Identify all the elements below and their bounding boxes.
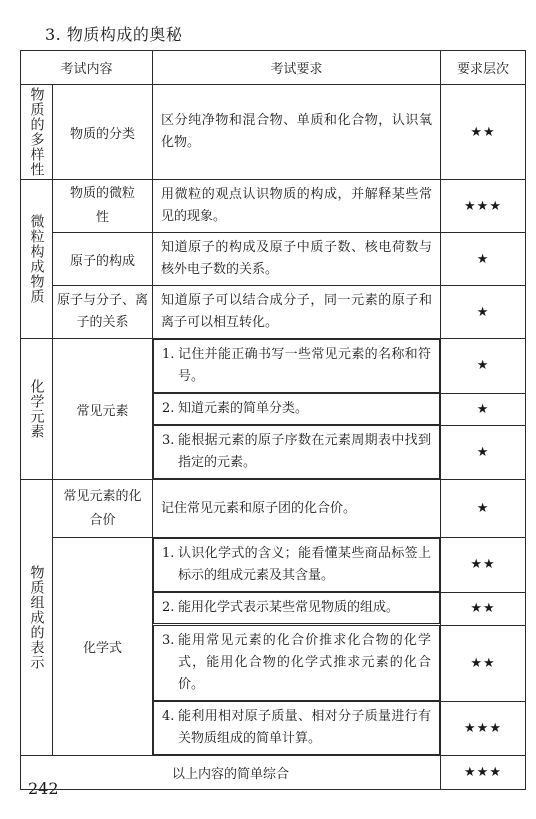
requirement-cell: 知道原子可以结合成分子，同一元素的原子和离子可以相互转化。 xyxy=(153,286,441,339)
level-cell: ★ xyxy=(441,233,526,286)
requirement-text: 能根据元素的原子序数在元素周期表中找到指定的元素。 xyxy=(178,433,432,470)
group-label: 化学元素 xyxy=(28,379,45,439)
requirement-cell: 区分纯净物和混合物、单质和化合物，认识氧化物。 xyxy=(153,85,441,180)
requirement-text: 能用化学式表示某些常见物质的组成。 xyxy=(178,600,400,615)
table-row xyxy=(21,339,526,394)
level-cell: ★ xyxy=(441,393,526,425)
table-row xyxy=(21,180,526,233)
requirement-cell xyxy=(153,393,440,425)
item-number: 1. xyxy=(162,546,175,561)
requirement-text: 知道元素的简单分类。 xyxy=(178,401,309,416)
requirement-text: 能用常见元素的化合价推求化合物的化学式，能用化合物的化学式推求元素的化合价。 xyxy=(178,633,432,692)
level-cell: ★ xyxy=(441,339,526,394)
group-label-cell xyxy=(21,85,53,180)
requirement-cell xyxy=(153,425,440,479)
requirement-cell xyxy=(153,339,440,393)
item-number: 3. xyxy=(162,433,175,448)
table-row xyxy=(21,480,526,538)
requirement-cell xyxy=(153,592,440,624)
topic-cell: 原子的构成 xyxy=(53,233,153,286)
requirement-cell: 用微粒的观点认识物质的构成，并解释某些常见的现象。 xyxy=(153,180,441,233)
item-number: 2. xyxy=(162,401,175,416)
topic-cell: 物质的微粒性 xyxy=(53,180,153,233)
item-number: 2. xyxy=(162,600,175,615)
group-label-cell xyxy=(21,480,53,756)
item-number: 3. xyxy=(162,633,175,648)
summary-text: 以上内容的简单综合 xyxy=(21,756,441,790)
group-label: 物质的多样性 xyxy=(28,87,45,177)
table-row xyxy=(21,233,526,286)
level-cell: ★★ xyxy=(441,538,526,593)
level-cell: ★★ xyxy=(441,625,526,701)
level-cell: ★★★ xyxy=(441,701,526,756)
requirement-cell xyxy=(153,625,440,701)
level-cell: ★★ xyxy=(441,592,526,625)
exam-requirements-table xyxy=(20,50,526,790)
level-cell: ★★★ xyxy=(441,756,526,790)
item-number: 1. xyxy=(162,347,175,362)
table-row xyxy=(21,538,526,593)
topic-cell: 化学式 xyxy=(53,538,153,756)
item-number: 4. xyxy=(162,709,175,724)
group-label-cell xyxy=(21,180,53,339)
topic-cell: 常见元素的化合价 xyxy=(53,480,153,538)
page-number: 242 xyxy=(28,779,59,798)
group-label: 物质组成的表示 xyxy=(28,565,45,670)
requirement-text: 记住并能正确书写一些常见元素的名称和符号。 xyxy=(178,347,432,384)
requirement-cell: 记住常见元素和原子团的化合价。 xyxy=(153,480,441,538)
level-cell: ★ xyxy=(441,480,526,538)
header-content: 考试内容 xyxy=(21,51,153,85)
requirement-text: 能利用相对原子质量、相对分子质量进行有关物质组成的简单计算。 xyxy=(178,709,432,746)
header-level: 要求层次 xyxy=(441,51,526,85)
requirement-cell xyxy=(153,701,440,755)
summary-row xyxy=(21,756,526,790)
section-title: 3. 物质构成的奥秘 xyxy=(45,25,183,44)
table-row xyxy=(21,85,526,180)
requirement-cell xyxy=(153,538,440,592)
header-row xyxy=(21,51,526,85)
level-cell: ★ xyxy=(441,425,526,480)
group-label: 微粒构成物质 xyxy=(28,214,45,304)
table-row xyxy=(21,286,526,339)
level-cell: ★ xyxy=(441,286,526,339)
topic-cell: 物质的分类 xyxy=(53,85,153,180)
topic-cell: 原子与分子、离子的关系 xyxy=(53,286,153,339)
group-label-cell xyxy=(21,339,53,480)
topic-cell: 常见元素 xyxy=(53,339,153,480)
level-cell: ★★★ xyxy=(441,180,526,233)
requirement-text: 认识化学式的含义；能看懂某些商品标签上标示的组成元素及其含量。 xyxy=(178,546,432,583)
header-requirement: 考试要求 xyxy=(153,51,441,85)
requirement-cell: 知道原子的构成及原子中质子数、核电荷数与核外电子数的关系。 xyxy=(153,233,441,286)
level-cell: ★★ xyxy=(441,85,526,180)
